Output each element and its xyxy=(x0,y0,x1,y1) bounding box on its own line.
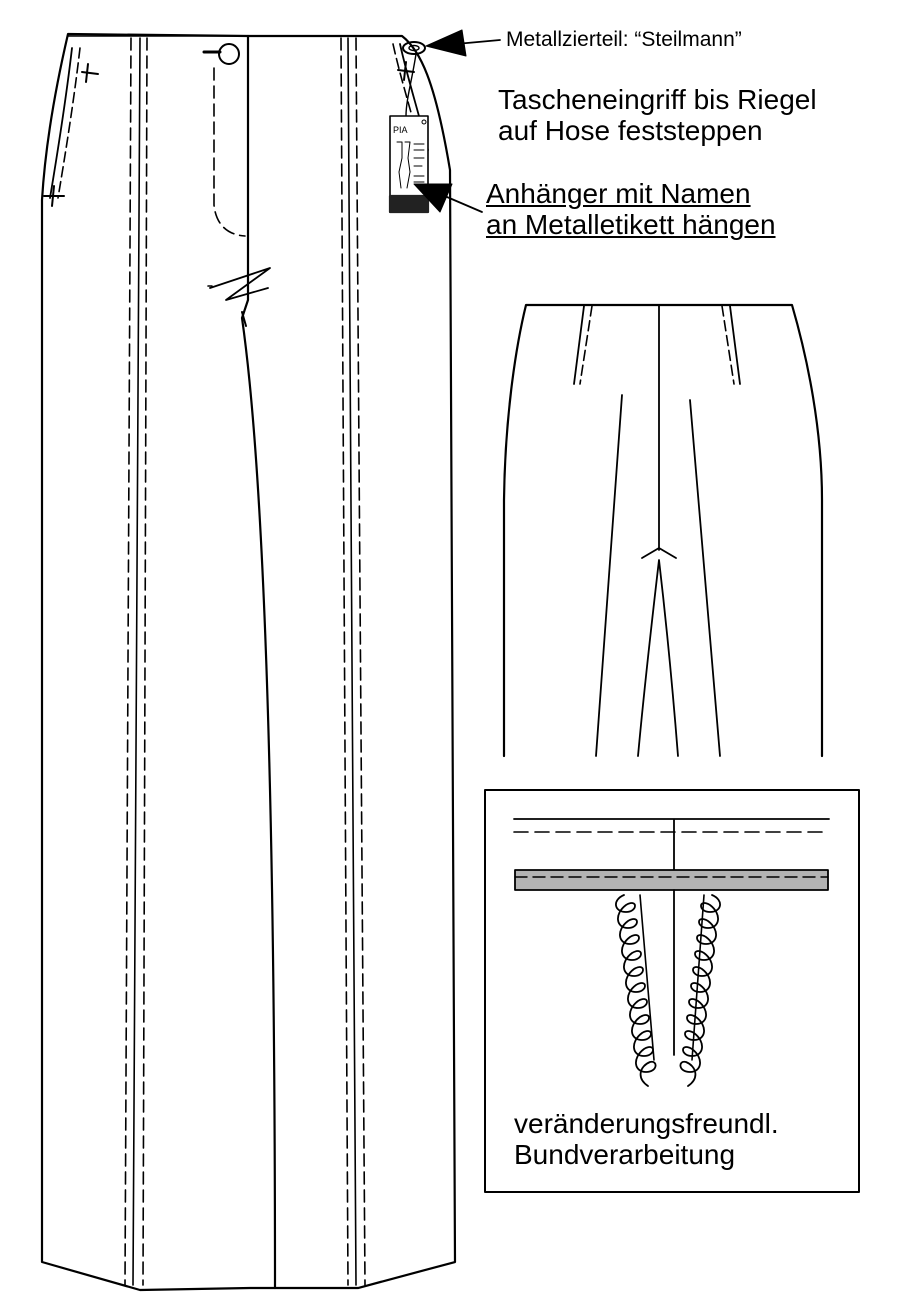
metal-ornament-label: Metallzierteil: “Steilmann” xyxy=(506,28,742,51)
waistband-detail-label xyxy=(514,1108,779,1171)
front-fly xyxy=(204,52,270,326)
front-left-crease xyxy=(125,38,147,1285)
waistband-detail-line-2: Bundverarbeitung xyxy=(514,1139,736,1171)
waistband-detail-line-1: veränderungsfreundl. xyxy=(514,1108,779,1139)
back-outline xyxy=(504,305,822,756)
front-button xyxy=(219,44,239,64)
pocket-instruction-line-2: auf Hose feststeppen xyxy=(498,115,763,147)
front-right-crease xyxy=(341,38,365,1285)
hang-tag-instruction-line-1: Anhänger mit Namen xyxy=(486,178,751,209)
back-left-dart xyxy=(574,306,592,384)
left-seam-allowance xyxy=(616,895,656,1086)
right-seam-allowance xyxy=(680,895,720,1086)
pocket-instruction-line-1: Tascheneingriff bis Riegel xyxy=(498,84,817,115)
hang-tag-instruction-line-2: an Metalletikett hängen xyxy=(486,209,776,241)
back-inseam xyxy=(638,560,678,756)
waistband-strip xyxy=(515,870,828,890)
back-right-dart xyxy=(722,306,740,384)
hang-tag-instruction-label xyxy=(486,178,776,241)
back-view-trousers xyxy=(504,305,822,756)
back-right-leg-line xyxy=(690,400,720,756)
hang-tag-brand: PIA xyxy=(393,125,408,135)
waistband-detail xyxy=(514,819,829,1086)
back-left-leg-line xyxy=(596,395,622,756)
pocket-instruction-label xyxy=(498,84,817,147)
front-view-trousers xyxy=(42,34,455,1290)
front-left-leg-outline xyxy=(42,34,275,1290)
front-left-pocket xyxy=(44,48,98,206)
arrow-metal-ornament xyxy=(426,30,500,56)
